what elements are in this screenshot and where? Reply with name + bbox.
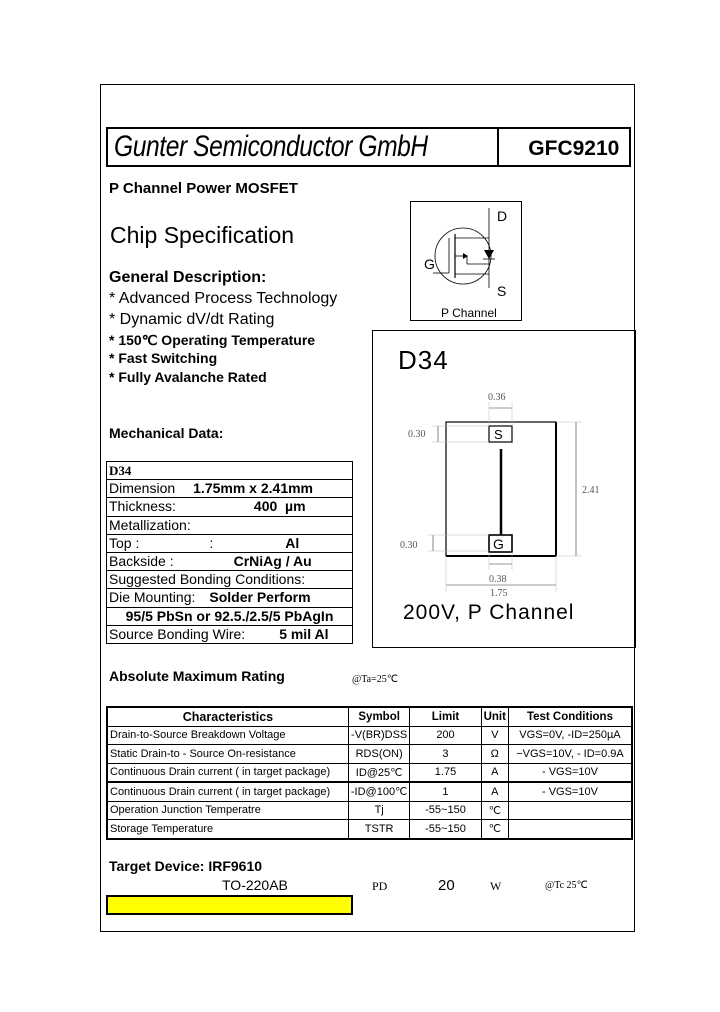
cell-symbol: Tj xyxy=(348,801,410,820)
mech-row-thickness xyxy=(107,498,353,516)
mech-label: Dimension xyxy=(109,480,176,497)
col-characteristics: Characteristics xyxy=(107,707,348,726)
mech-row-top xyxy=(107,534,353,552)
cell-characteristic: Drain-to-Source Breakdown Voltage xyxy=(107,726,348,745)
mech-label: Top : xyxy=(109,534,140,551)
mech-value: 5 mil Al xyxy=(279,625,329,642)
general-description-heading: General Description: xyxy=(109,269,267,286)
mech-value: Solder Perform xyxy=(209,589,311,606)
cell-characteristic: Continuous Drain current ( in target package) xyxy=(107,782,348,801)
target-power-condition: @Tc 25℃ xyxy=(545,880,588,891)
cell-symbol: ID@25℃ xyxy=(348,763,410,782)
p-channel-mosfet-icon xyxy=(411,202,521,320)
cell-unit: ℃ xyxy=(481,801,508,820)
mechanical-data-heading: Mechanical Data: xyxy=(109,425,224,441)
cell-test-condition: - VGS=10V xyxy=(508,782,632,801)
cell-unit: A xyxy=(481,763,508,782)
mech-row-metallization xyxy=(107,516,353,534)
absolute-max-heading: Absolute Maximum Rating xyxy=(109,668,285,684)
target-power-value: 20 xyxy=(438,877,455,894)
cell-symbol: RDS(ON) xyxy=(348,745,410,764)
cell-test-condition: VGS=0V, -ID=250µA xyxy=(508,726,632,745)
cell-unit: V xyxy=(481,726,508,745)
die-drawing-caption: 200V, P Channel xyxy=(403,601,575,624)
cell-symbol: -ID@100℃ xyxy=(348,782,410,801)
col-test-conditions: Test Conditions xyxy=(508,707,632,726)
mech-row-dimension xyxy=(107,480,353,498)
cell-characteristic: Static Drain-to - Source On-resistance xyxy=(107,745,348,764)
target-device-label: Target Device: IRF9610 xyxy=(109,858,263,874)
mechanical-data-table xyxy=(106,461,353,644)
page-title: Chip Specification xyxy=(110,222,295,248)
company-name xyxy=(108,129,499,165)
cell-test-condition: - VGS=10V xyxy=(508,763,632,782)
mech-row-solder-alloy: 95/5 PbSn or 92.5./2.5/5 PbAgIn xyxy=(107,607,353,625)
cell-test-condition: −VGS=10V, - ID=0.9A xyxy=(508,745,632,764)
target-power-unit: W xyxy=(490,879,502,893)
pad-height-bottom-dim: 0.30 xyxy=(400,540,418,551)
gate-pad-label: G xyxy=(493,536,504,552)
cell-symbol: -V(BR)DSS xyxy=(348,726,410,745)
cell-limit: -55~150 xyxy=(410,801,481,820)
cell-unit: Ω xyxy=(481,745,508,764)
target-package: TO-220AB xyxy=(222,877,288,893)
feature-item: * Advanced Process Technology xyxy=(109,290,338,307)
die-height-dim: 2.41 xyxy=(582,485,600,496)
cell-unit: A xyxy=(481,782,508,801)
mech-row-bonding-wire xyxy=(107,625,353,643)
table-row xyxy=(107,801,632,820)
col-limit: Limit xyxy=(410,707,481,726)
cell-characteristic: Storage Temperature xyxy=(107,820,348,839)
mech-label: Die Mounting: xyxy=(109,589,196,606)
die-drawing-title: D34 xyxy=(398,345,449,375)
mech-value: Al xyxy=(285,534,300,551)
pad-width-bottom-dim: 0.38 xyxy=(489,574,507,585)
cell-test-condition xyxy=(508,801,632,820)
source-pad-label: S xyxy=(494,427,503,442)
mech-row-die-mounting xyxy=(107,589,353,607)
symbol-caption: P Channel xyxy=(441,306,497,320)
mech-row-bonding-conditions xyxy=(107,571,353,589)
table-row xyxy=(107,763,632,782)
mech-value: 400 µm xyxy=(253,498,306,515)
part-number: GFC9210 xyxy=(528,137,620,160)
table-header-row xyxy=(107,707,632,726)
table-row xyxy=(107,820,632,839)
cell-limit: -55~150 xyxy=(410,820,481,839)
cell-characteristic: Continuous Drain current ( in target package) xyxy=(107,763,348,782)
gate-label: G xyxy=(424,256,435,272)
cell-limit: 1.75 xyxy=(410,763,481,782)
mech-label: Backside : xyxy=(109,553,174,570)
feature-item: * Fully Avalanche Rated xyxy=(109,369,267,385)
cell-unit: ℃ xyxy=(481,820,508,839)
feature-item: * Dynamic dV/dt Rating xyxy=(109,311,275,328)
cell-symbol: TSTR xyxy=(348,820,410,839)
cell-limit: 200 xyxy=(410,726,481,745)
cell-limit: 3 xyxy=(410,745,481,764)
feature-item: * 150℃ Operating Temperature xyxy=(109,332,316,348)
col-symbol: Symbol xyxy=(348,707,410,726)
table-row xyxy=(107,726,632,745)
mechanical-table-header: D34 xyxy=(107,462,353,480)
title-banner xyxy=(106,127,631,167)
pad-width-top-dim: 0.36 xyxy=(488,392,506,403)
absolute-max-table xyxy=(106,706,633,840)
pad-height-top-dim: 0.30 xyxy=(408,429,426,440)
mech-label: Metallization: xyxy=(109,516,191,533)
mech-separator: : xyxy=(209,534,214,551)
die-width-dim: 1.75 xyxy=(490,588,508,599)
mech-label: Suggested Bonding Conditions: xyxy=(109,571,306,588)
cell-test-condition xyxy=(508,820,632,839)
target-power-symbol: PD xyxy=(372,879,388,893)
cell-limit: 1 xyxy=(410,782,481,801)
product-type: P Channel Power MOSFET xyxy=(109,180,298,197)
mech-label: Thickness: xyxy=(109,498,176,515)
mech-row-backside xyxy=(107,552,353,570)
cell-characteristic: Operation Junction Temperatre xyxy=(107,801,348,820)
highlight-bar xyxy=(106,895,353,915)
feature-item: * Fast Switching xyxy=(109,350,218,366)
table-row xyxy=(107,782,632,801)
absolute-max-condition: @Ta=25℃ xyxy=(352,674,398,685)
mech-label: Source Bonding Wire: xyxy=(109,625,246,642)
mosfet-symbol-box xyxy=(410,201,522,321)
table-row xyxy=(107,745,632,764)
mech-value: 1.75mm x 2.41mm xyxy=(193,480,313,497)
col-unit: Unit xyxy=(481,707,508,726)
drain-label: D xyxy=(497,208,508,224)
source-label: S xyxy=(497,283,507,299)
mech-value: CrNiAg / Au xyxy=(233,553,312,570)
company-name-text: Gunter Semiconductor GmbH xyxy=(114,130,428,163)
